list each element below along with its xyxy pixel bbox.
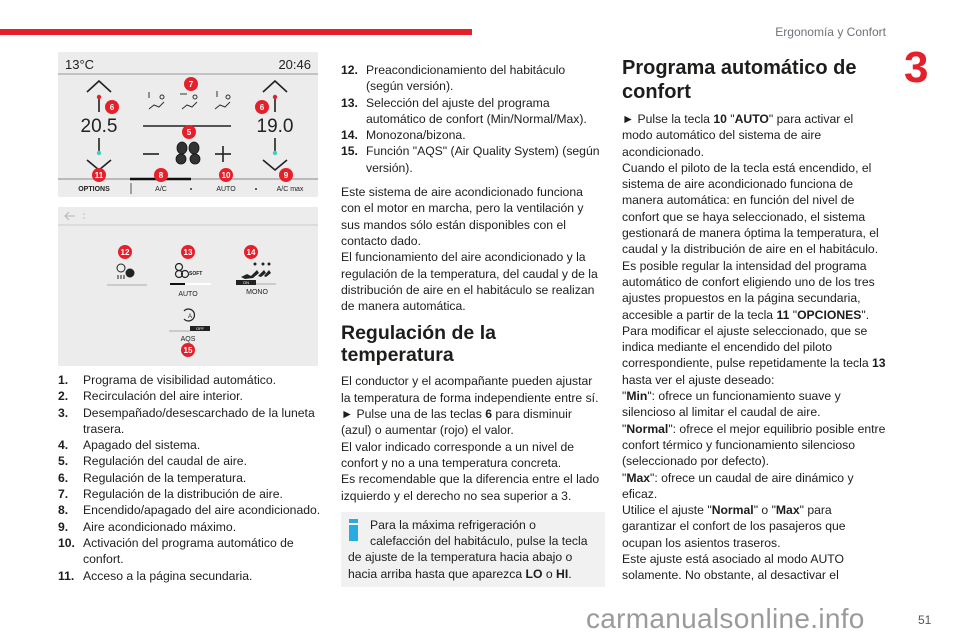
- callout-14: 14: [246, 248, 256, 257]
- legend-text: Monozona/bizona.: [366, 128, 466, 143]
- right-column: [622, 56, 886, 584]
- text-segment: " para activar el modo automático del sistema de aire acondicionado.: [622, 112, 854, 159]
- text-segment: para disminuir (azul) o aumentar (rojo) el valor.: [341, 407, 572, 438]
- bold-text: Normal: [711, 503, 754, 518]
- bold-text: 6: [485, 407, 492, 422]
- mono-on-badge: ON: [243, 280, 249, 285]
- intro-paragraph: El funcionamiento del aire acondicionado y la regulación de la temperatura, del caudal y de la distribución de aire en el habitáculo se realizan de manera automática.: [341, 250, 598, 314]
- text-segment: o: [542, 566, 557, 581]
- callout-10: 10: [221, 171, 231, 180]
- bold-text: Min: [626, 389, 648, 404]
- legend-number: 6.: [58, 470, 69, 485]
- legend-number: 4.: [58, 438, 69, 453]
- bold-text: 11: [776, 307, 790, 322]
- bold-text: Normal: [626, 421, 669, 436]
- paragraph: [341, 406, 605, 439]
- text-segment: El valor indicado corresponde a un nivel de confort y no a una temperatura concreta.: [341, 439, 575, 470]
- mono-label[interactable]: MONO: [246, 289, 268, 296]
- paragraph: [622, 258, 886, 323]
- soft-label: SOFT: [189, 271, 203, 277]
- text-segment: Es recomendable que la diferencia entre el lado izquierdo y el derecho no sea superior a 3.: [341, 472, 600, 503]
- legend-item: [58, 453, 322, 469]
- legend-item: [341, 95, 605, 128]
- ac-button[interactable]: A/C: [155, 186, 167, 193]
- legend-text: Regulación de la temperatura.: [83, 470, 247, 485]
- text-segment: Para la máxima refrigeración o calefacción del habitáculo, pulse la tecla de ajuste de la temperatura hacia abajo o hacia arriba hasta que aparezca: [348, 517, 588, 581]
- legend-text: Selección del ajuste del programa automático de confort (Min/Normal/Max).: [366, 95, 587, 126]
- text-segment: ".: [861, 307, 870, 322]
- legend-item: [58, 502, 322, 518]
- bold-text: Max: [626, 470, 651, 485]
- callout-12: 12: [120, 248, 130, 257]
- text-segment: hasta ver el ajuste deseado:: [622, 372, 775, 387]
- legend-number: 5.: [58, 454, 69, 469]
- bold-text: 10: [713, 112, 727, 126]
- legend-text: Preacondicionamiento del habitáculo (según versión).: [366, 63, 566, 94]
- text-segment: ": [622, 470, 627, 485]
- text-segment: " o ": [753, 503, 776, 518]
- legend-list-left: [58, 372, 322, 584]
- aqs-off-badge: OFF: [196, 326, 204, 331]
- legend-item: [58, 568, 322, 584]
- legend-item: [58, 486, 322, 502]
- legend-number: 2.: [58, 389, 69, 404]
- legend-text: Acceso a la página secundaria.: [83, 568, 253, 583]
- callout-8: 8: [158, 171, 164, 180]
- ac-max-button[interactable]: A/C max: [276, 186, 304, 193]
- paragraph: [622, 502, 886, 551]
- legend-text: Apagado del sistema.: [83, 438, 201, 453]
- legend-text: Encendido/apagado del aire acondicionado.: [83, 503, 321, 518]
- text-segment: ": ofrece el mejor equilibrio posible entre confort térmico y funcionamiento silencioso (seleccionado por defecto).: [622, 421, 886, 469]
- legend-number: 15.: [341, 144, 358, 159]
- aqs-label[interactable]: AQS: [180, 336, 196, 343]
- legend-item: [58, 470, 322, 486]
- callout-7: 7: [188, 80, 194, 89]
- text-segment: ": [789, 307, 798, 322]
- info-icon: [349, 519, 358, 541]
- climate-screen-options: [58, 207, 318, 366]
- legend-item: [58, 437, 322, 453]
- legend-item: [58, 519, 322, 535]
- middle-column: [341, 62, 605, 587]
- heading-auto-comfort: Programa automático de confort: [622, 57, 857, 103]
- text-segment: Utilice el ajuste ": [622, 503, 712, 518]
- legend-item: [58, 388, 322, 404]
- paragraph: [622, 551, 886, 584]
- paragraph: [622, 470, 886, 503]
- legend-number: 13.: [341, 95, 358, 110]
- left-temperature: 20.5: [80, 116, 118, 137]
- callout-5: 5: [186, 128, 192, 137]
- paragraph: [622, 323, 886, 388]
- bold-text: LO: [525, 566, 543, 581]
- auto-button[interactable]: AUTO: [216, 186, 236, 193]
- legend-item: [341, 143, 605, 176]
- legend-item: [58, 372, 322, 388]
- legend-text: Recirculación del aire interior.: [83, 389, 243, 404]
- legend-text: Desempañado/desescarchado de la luneta trasera.: [83, 405, 315, 436]
- legend-number: 14.: [341, 128, 358, 143]
- bold-text: AUTO: [734, 112, 769, 126]
- legend-item: [341, 62, 605, 95]
- legend-text: Aire acondicionado máximo.: [83, 519, 237, 534]
- legend-number: 7.: [58, 487, 69, 502]
- callout-6: 6: [109, 103, 115, 112]
- paragraph: [622, 111, 886, 160]
- text-segment: El conductor y el acompañante pueden ajustar la temperatura de forma independiente entre sí.: [341, 374, 599, 405]
- intro-paragraph: Este sistema de aire acondicionado funciona con el motor en marcha, pero la ventilación y sus mandos sólo están disponibles con el contacto dado.: [341, 185, 584, 248]
- bold-text: OPCIONES: [797, 307, 862, 322]
- legend-number: 11.: [58, 568, 75, 583]
- text-segment: Cuando el piloto de la tecla está encendido, el sistema de aire acondicionado funciona de manera automática: en función del nivel de confort que se haya seleccionado, el sistema gestionará de manera óptima la temperatura, el caudal y la distribución de aire en el habitáculo.: [622, 160, 879, 257]
- legend-text: Activación del programa automático de confort.: [83, 535, 294, 567]
- paragraph: [341, 373, 605, 406]
- legend-text: Programa de visibilidad automático.: [83, 373, 277, 387]
- text-segment: ► Pulse la tecla: [622, 112, 714, 126]
- paragraph: [341, 439, 605, 472]
- auto-label[interactable]: AUTO: [178, 291, 198, 298]
- callout-6-right: 6: [259, 103, 265, 112]
- heading-temperature: Regulación de la temperatura: [341, 322, 496, 367]
- legend-number: 12.: [341, 63, 358, 77]
- text-segment: ": [726, 112, 735, 126]
- options-button[interactable]: OPTIONS: [78, 186, 110, 193]
- callout-9: 9: [283, 171, 289, 180]
- climate-screen-main: [58, 52, 318, 197]
- aqs-letter: A: [187, 314, 193, 320]
- text-segment: Para modificar el ajuste seleccionado, que se indica mediante el encendido del piloto correspondiente, pulse repetidamente la tecla: [622, 323, 872, 371]
- paragraph: [622, 388, 886, 421]
- legend-text: Función "AQS" (Air Quality System) (según versión).: [366, 144, 600, 175]
- chapter-number: 3: [904, 43, 929, 92]
- text-segment: ": ofrece un funcionamiento suave y silencioso al limitar el caudal de aire.: [622, 389, 841, 420]
- legend-text: Regulación de la distribución de aire.: [83, 487, 283, 502]
- bold-text: HI: [556, 566, 569, 581]
- bold-text: 13: [872, 356, 886, 371]
- legend-number: 3.: [58, 405, 69, 420]
- paragraph: [622, 160, 886, 258]
- header-red-bar: [0, 29, 472, 35]
- text-segment: ► Pulse una de las teclas: [341, 407, 486, 422]
- text-segment: ": [622, 389, 627, 404]
- callout-13: 13: [183, 248, 193, 257]
- paragraph: [622, 421, 886, 470]
- legend-number: 1.: [58, 373, 69, 387]
- text-segment: Este ajuste está asociado al modo AUTO solamente. No obstante, al desactivar el: [622, 552, 844, 583]
- legend-item: [341, 127, 605, 143]
- legend-number: 9.: [58, 519, 69, 534]
- clock: 20:46: [278, 57, 311, 72]
- info-note: [341, 512, 605, 587]
- watermark: carmanualsonline.info: [586, 603, 865, 634]
- page-number: 51: [918, 613, 932, 627]
- legend-item: [58, 535, 322, 568]
- bold-text: Max: [775, 503, 800, 518]
- section-title: Ergonomía y Confort: [775, 25, 886, 39]
- legend-number: 10.: [58, 535, 75, 550]
- legend-text: Regulación del caudal de aire.: [83, 454, 247, 469]
- text-segment: Es posible regular la intensidad del programa automático de confort eligiendo uno de los tres ajustes propuestos en la página secundaria, accesible a partir de la tecla: [622, 258, 875, 322]
- callout-15: 15: [183, 346, 193, 355]
- text-segment: ": ofrece un caudal de aire dinámico y eficaz.: [622, 470, 854, 501]
- legend-number: 8.: [58, 503, 69, 518]
- text-segment: .: [568, 566, 572, 581]
- callout-11: 11: [94, 171, 104, 180]
- outside-temperature: 13°C: [65, 57, 95, 72]
- paragraph: [341, 471, 605, 504]
- text-segment: ": [622, 421, 627, 436]
- text-segment: " para garantizar el confort de los pasajeros que ocupan los asientos traseros.: [622, 503, 846, 550]
- right-temperature: 19.0: [256, 116, 294, 137]
- legend-item: [58, 405, 322, 438]
